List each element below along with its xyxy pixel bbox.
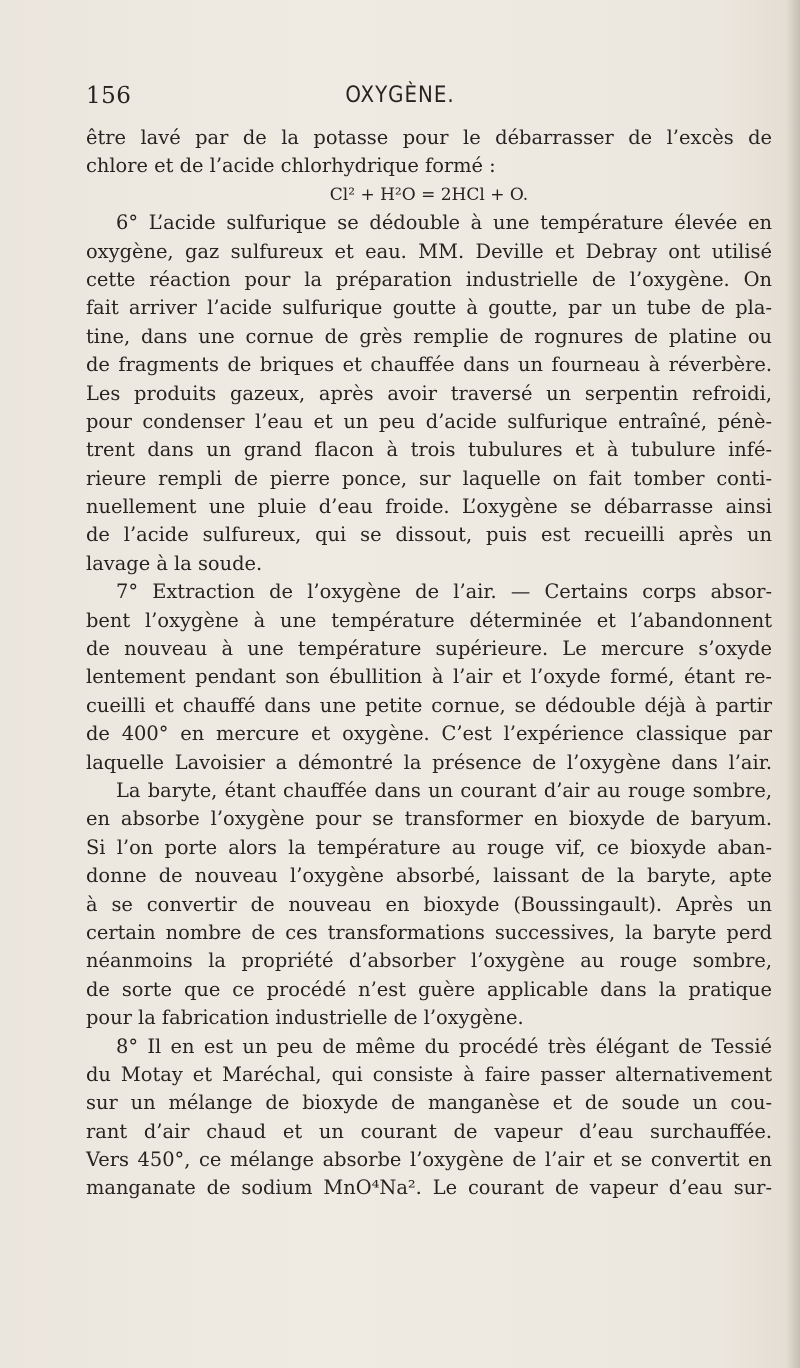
text-line: laquelle Lavoisier a démontré la présence de l’oxygène dans l’air. [86,750,772,774]
text-line: La baryte, étant chauffée dans un courant d’air au rouge sombre, [116,778,772,802]
text-line: fait arriver l’acide sulfurique goutte à goutte, par un tube de pla- [86,296,772,320]
text-line: de sorte que ce procédé n’est guère applicable dans la pratique [86,977,772,1001]
page-edge-shadow [786,0,800,1368]
text-line: rant d’air chaud et un courant de vapeur d’eau surchauffée. [86,1119,772,1143]
text-line: sur un mélange de bioxyde de manganèse et de soude un cou- [86,1091,772,1115]
text-line: 7° Extraction de l’oxygène de l’air. — Certains corps absor- [116,580,772,604]
text-line: tine, dans une cornue de grès remplie de rognures de platine ou [86,324,772,348]
text-line: Les produits gazeux, après avoir traversé un serpentin refroidi, [86,381,772,405]
text-line: manganate de sodium MnO⁴Na². Le courant de vapeur d’eau sur- [86,1176,772,1200]
body-text [86,124,772,1203]
text-line: cette réaction pour la préparation industrielle de l’oxygène. On [86,267,772,291]
text-line: rieure rempli de pierre ponce, sur laquelle on fait tomber conti- [86,466,772,490]
text-line: de 400° en mercure et oxygène. C’est l’expérience classique par [86,722,772,746]
text-line: être lavé par de la potasse pour le débarrasser de l’excès de [86,126,772,149]
text-line: 6° L’acide sulfurique se dédouble à une température élevée en [116,211,772,235]
text-line: Si l’on porte alors la température au rouge vif, ce bioxyde aban- [86,835,772,859]
running-header [0,83,800,113]
text-line: Cl² + H²O = 2HCl + O. [329,184,529,205]
text-line: néanmoins la propriété d’absorber l’oxygène au rouge sombre, [86,949,772,973]
text-line: trent dans un grand flacon à trois tubulures et à tubulure infé- [86,438,772,462]
text-line: à se convertir de nouveau en bioxyde (Boussingault). Après un [86,892,772,916]
text-line: Vers 450°, ce mélange absorbe l’oxygène de l’air et se convertit en [86,1148,772,1172]
text-line: du Motay et Maréchal, qui consiste à faire passer alternativement [86,1062,772,1086]
text-line: de nouveau à une température supérieure. Le mercure s’oxyde [86,637,772,661]
text-line: en absorbe l’oxygène pour se transformer en bioxyde de baryum. [86,807,772,831]
text-line: cueilli et chauffé dans une petite cornue, se dédouble déjà à partir [86,693,772,717]
text-line: 8° Il en est un peu de même du procédé très élégant de Tessié [116,1034,772,1058]
text-line: donne de nouveau l’oxygène absorbé, laissant de la baryte, apte [86,864,772,888]
text-line: lavage à la soude. [86,551,263,575]
text-line: chlore et de l’acide chlorhydrique formé : [86,154,496,178]
text-line: pour la fabrication industrielle de l’oxygène. [86,1006,524,1030]
text-line: lentement pendant son ébullition à l’air et l’oxyde formé, étant re- [86,665,772,689]
text-line: de fragments de briques et chauffée dans un fourneau à réverbère. [86,353,772,377]
text-line: oxygène, gaz sulfureux et eau. MM. Deville et Debray ont utilisé [86,239,772,263]
text-line: de l’acide sulfureux, qui se dissout, puis est recueilli après un [86,523,772,547]
text-line: certain nombre de ces transformations successives, la baryte perd [86,920,772,944]
page-number: 156 [86,83,132,109]
text-line: bent l’oxygène à une température déterminée et l’abandonnent [86,608,772,632]
text-line: nuellement une pluie d’eau froide. L’oxygène se débarrasse ainsi [86,495,772,519]
running-title: OXYGÈNE. [345,83,455,108]
text-line: pour condenser l’eau et un peu d’acide sulfurique entraîné, pénè- [86,409,772,433]
